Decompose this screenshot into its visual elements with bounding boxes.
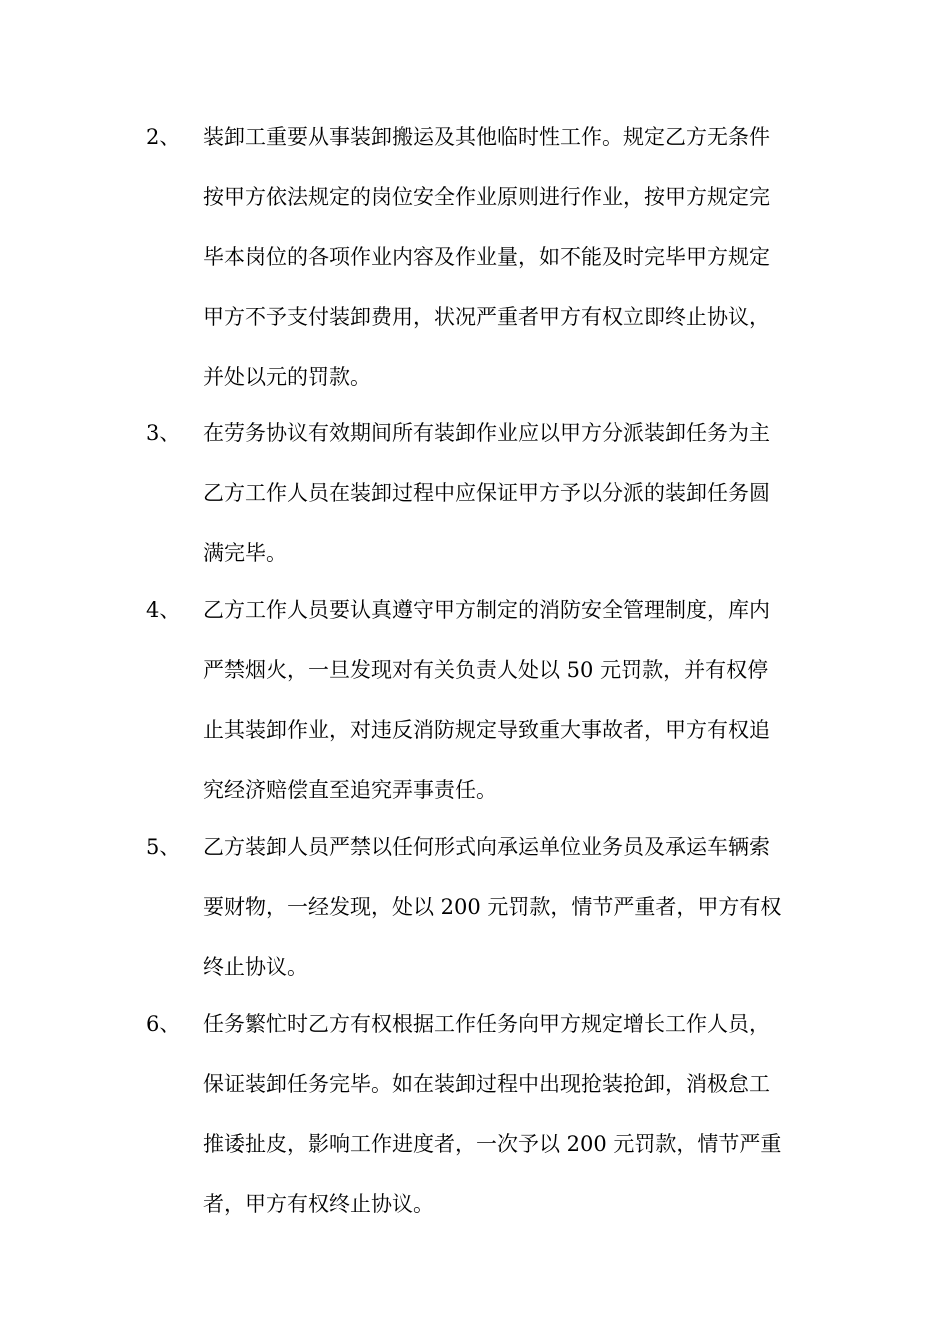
list-number: 5、	[146, 835, 181, 859]
paragraph-line: 甲方不予支付装卸费用，状况严重者甲方有权立即终止协议，	[203, 305, 770, 329]
paragraph-line: 按甲方依法规定的岗位安全作业原则进行作业，按甲方规定完	[203, 185, 770, 209]
paragraph-line: 装卸工重要从事装卸搬运及其他临时性工作。规定乙方无条件	[203, 125, 770, 149]
list-number: 4、	[146, 598, 181, 622]
paragraph-line: 乙方装卸人员严禁以任何形式向承运单位业务员及承运车辆索	[203, 835, 770, 859]
paragraph-line: 任务繁忙时乙方有权根据工作任务向甲方规定增长工作人员，	[203, 1012, 770, 1036]
paragraph-line: 乙方工作人员在装卸过程中应保证甲方予以分派的装卸任务圆	[203, 481, 770, 505]
list-number: 2、	[146, 125, 181, 149]
paragraph-line: 推诿扯皮，影响工作进度者，一次予以 200 元罚款，情节严重	[203, 1132, 782, 1156]
paragraph-line: 在劳务协议有效期间所有装卸作业应以甲方分派装卸任务为主	[203, 421, 770, 445]
paragraph-line: 终止协议。	[203, 955, 308, 979]
paragraph-line: 保证装卸任务完毕。如在装卸过程中出现抢装抢卸，消极怠工	[203, 1072, 770, 1096]
paragraph-line: 毕本岗位的各项作业内容及作业量，如不能及时完毕甲方规定	[203, 245, 770, 269]
paragraph-line: 要财物，一经发现，处以 200 元罚款，情节严重者，甲方有权	[203, 895, 782, 919]
paragraph-line: 严禁烟火，一旦发现对有关负责人处以 50 元罚款，并有权停	[203, 658, 769, 682]
paragraph-line: 满完毕。	[203, 541, 287, 565]
list-number: 6、	[146, 1012, 181, 1036]
paragraph-line: 止其装卸作业，对违反消防规定导致重大事故者，甲方有权追	[203, 718, 770, 742]
paragraph-line: 者，甲方有权终止协议。	[203, 1192, 434, 1216]
paragraph-line: 乙方工作人员要认真遵守甲方制定的消防安全管理制度，库内	[203, 598, 770, 622]
paragraph-line: 究经济赔偿直至追究弄事责任。	[203, 778, 497, 802]
paragraph-line: 并处以元的罚款。	[203, 365, 371, 389]
list-number: 3、	[146, 421, 181, 445]
